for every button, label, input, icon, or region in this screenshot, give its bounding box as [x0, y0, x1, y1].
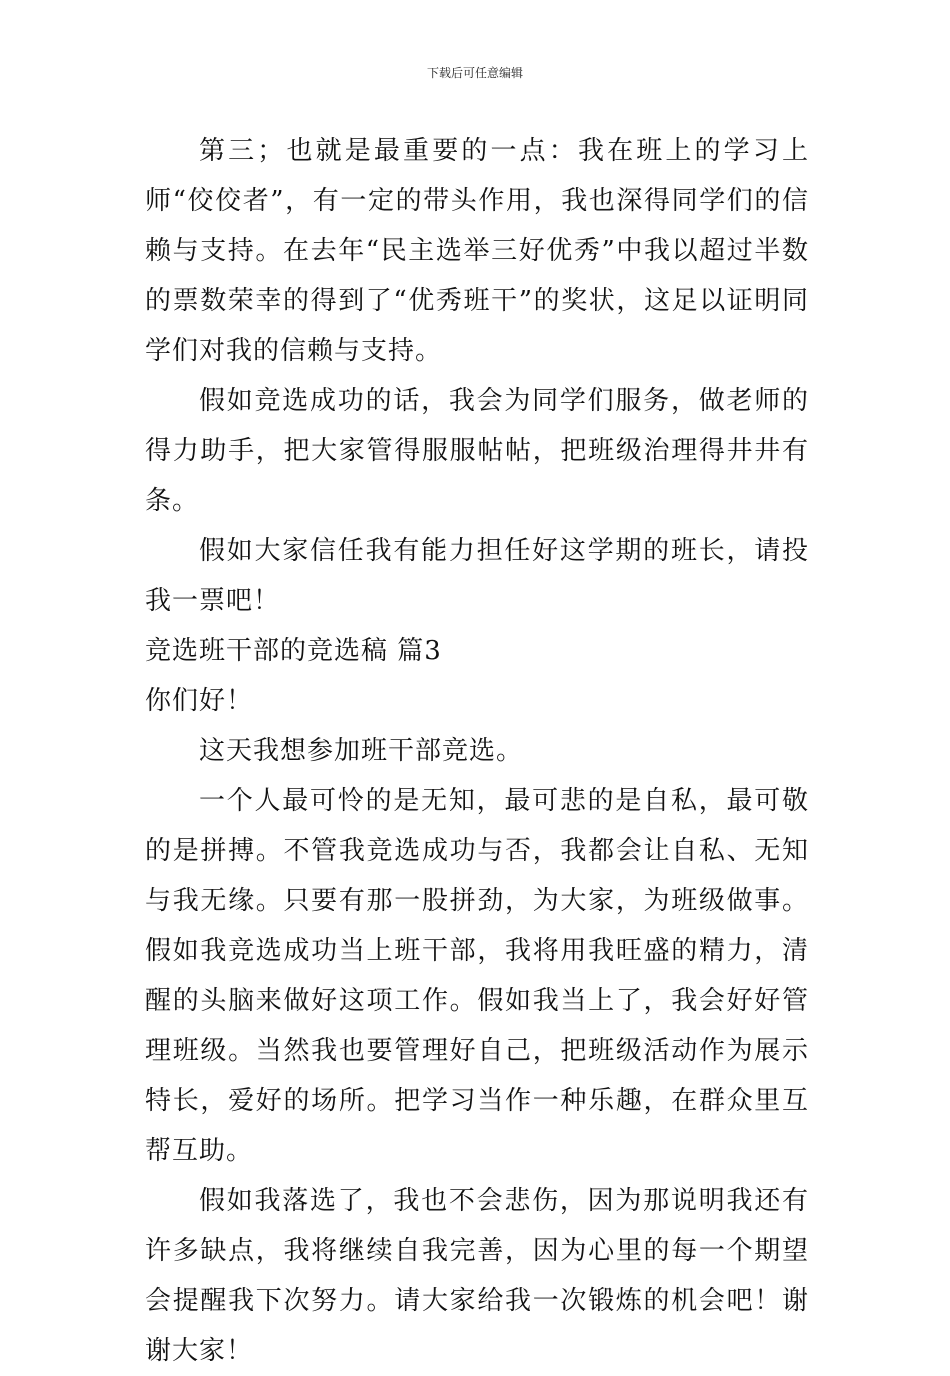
paragraph-closing: 假如我落选了，我也不会悲伤，因为那说明我还有许多缺点，我将继续自我完善，因为心里的每一个期望会提醒我下次努力。请大家给我一次锻炼的机会吧！谢谢大家！ — [145, 1186, 809, 1366]
paragraph-main-speech: 一个人最可怜的是无知，最可悲的是自私，最可敬的是拼搏。不管我竞选成功与否，我都会让自私、无知与我无缘。只要有那一股拼劲，为大家，为班级做事。假如我竞选成功当上班干部，我将用我旺盛的精力，清醒的头脑来做好这项工作。假如我当上了，我会好好管理班级。当然我也要管理好自己，把班级活动作为展示特长，爱好的场所。把学习当作一种乐趣，在群众里互帮互助。 — [145, 786, 809, 1166]
paragraph-vote-request: 假如大家信任我有能力担任好这学期的班长，请投我一票吧！ — [145, 536, 809, 616]
paragraph-intent: 这天我想参加班干部竞选。 — [199, 736, 524, 766]
document-body — [145, 126, 809, 1376]
paragraph-point-three: 第三；也就是最重要的一点：我在班上的学习上师“佼佼者”，有一定的带头作用，我也深得同学们的信赖与支持。在去年“民主选举三好优秀”中我以超过半数的票数荣幸的得到了“优秀班干”的奖状，这足以证明同学们对我的信赖与支持。 — [145, 136, 809, 366]
section-heading: 竞选班干部的竞选稿 篇3 — [145, 636, 442, 666]
page-header-note: 下载后可任意编辑 — [426, 66, 523, 80]
paragraph-if-elected: 假如竞选成功的话，我会为同学们服务，做老师的得力助手，把大家管得服服帖帖，把班级治理得井井有条。 — [145, 386, 809, 516]
greeting: 你们好！ — [145, 686, 254, 716]
